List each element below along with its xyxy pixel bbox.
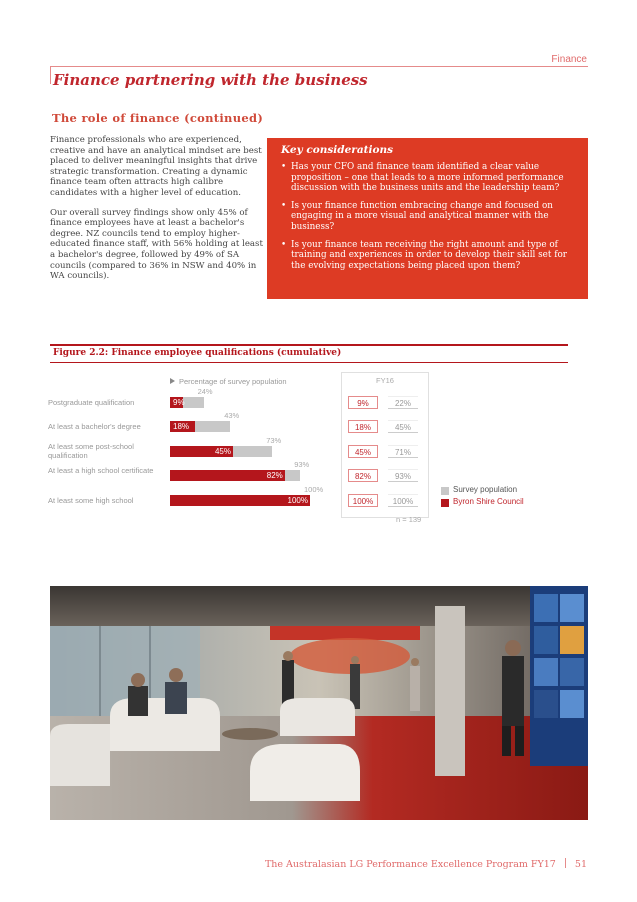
category-label: At least a bachelor's degree (48, 422, 141, 431)
section-subtitle: The role of finance (continued) (52, 111, 264, 125)
data-label-survey: 100% (304, 485, 324, 494)
fy16-byron-value: 82% (348, 469, 378, 482)
percentage-label-text: Percentage of survey population (179, 377, 287, 386)
bullet-icon: • (281, 162, 287, 172)
bullet-icon: • (281, 239, 287, 250)
figure-rule-top (50, 344, 568, 346)
category-label: Postgraduate qualification (48, 398, 135, 407)
figure-rule-bottom (50, 362, 568, 363)
fy16-byron-value: 100% (348, 494, 378, 507)
body-paragraph-2: Our overall survey findings show only 45% of finance employees have at least a bachelor's degree. NZ councils tend to employ higher-educated finance staff, with 56% holding at least a bachelor's degree, followed by 49% of SA councils (compared to 36% in NSW and 40% in WA councils). (50, 207, 263, 282)
data-label-survey: 24% (197, 387, 213, 396)
legend-label-byron: Byron Shire Council (453, 497, 524, 506)
fy16-byron-value: 9% (348, 396, 378, 409)
list-item-text: Has your CFO and finance team identified a clear value proposition – one that leads to a more informed performance discussion with the business units and the leadership team? (291, 162, 564, 194)
key-considerations-title: Key considerations (281, 144, 394, 156)
list-item (281, 201, 574, 233)
category-label: At least a high school certificate (48, 466, 154, 475)
legend-label-survey: Survey population (453, 485, 518, 494)
list-item-text: Is your finance function embracing change and focused on engaging in a more visual and analytical manner with the business? (291, 200, 553, 232)
top-tick (50, 66, 51, 84)
office-photo (50, 586, 588, 820)
percentage-label (170, 377, 287, 386)
list-item (281, 162, 574, 194)
sample-size-label: n = 139 (396, 515, 422, 524)
bar-byron: 18% (170, 421, 195, 432)
triangle-icon (170, 378, 175, 384)
fy16-survey-value: 45% (388, 420, 418, 433)
fy16-survey-value: 93% (388, 469, 418, 482)
fy16-label: FY16 (376, 376, 394, 385)
fy16-byron-value: 18% (348, 420, 378, 433)
list-item (281, 240, 574, 272)
data-label-survey: 43% (224, 411, 240, 420)
footer-text: The Australasian LG Performance Excellence Program FY17 (264, 859, 556, 870)
legend-swatch-byron (441, 499, 449, 507)
body-text (50, 135, 270, 291)
bar-byron: 45% (170, 446, 233, 457)
fy16-survey-value: 71% (388, 445, 418, 458)
fy16-survey-value: 100% (388, 494, 418, 507)
bullet-icon: • (281, 200, 287, 211)
bar-byron: 82% (170, 470, 285, 481)
key-considerations-list (281, 162, 574, 271)
legend-swatch-survey (441, 487, 449, 495)
footer-divider (565, 858, 566, 868)
data-label-survey: 93% (294, 460, 310, 469)
footer (265, 858, 587, 870)
figure-title: Figure 2.2: Finance employee qualifications (cumulative) (53, 348, 342, 358)
category-label: At least some post-school qualification (48, 442, 134, 460)
body-paragraph-1: Finance professionals who are experienced, creative and have an analytical mindset are best placed to deliver meaningful insights that drive strategic transformation. Creating a dynamic finance team often attracts high calibre candidates with a higher level of education. (50, 135, 262, 198)
key-considerations-box (267, 138, 588, 299)
office-lounge-image (50, 586, 588, 820)
section-tag: Finance (551, 54, 587, 65)
fy16-byron-value: 45% (348, 445, 378, 458)
bar-byron: 9% (170, 397, 183, 408)
top-rule (50, 66, 588, 67)
fy16-survey-value: 22% (388, 396, 418, 409)
bar-byron: 100% (170, 495, 310, 506)
page-title: Finance partnering with the business (53, 71, 368, 89)
data-label-survey: 73% (266, 436, 282, 445)
category-label: At least some high school (48, 496, 134, 505)
list-item-text: Is your finance team receiving the right amount and type of training and experiences in order to develop their skill set for the evolving expectations being placed upon them? (291, 239, 567, 271)
page-number: 51 (574, 859, 587, 870)
